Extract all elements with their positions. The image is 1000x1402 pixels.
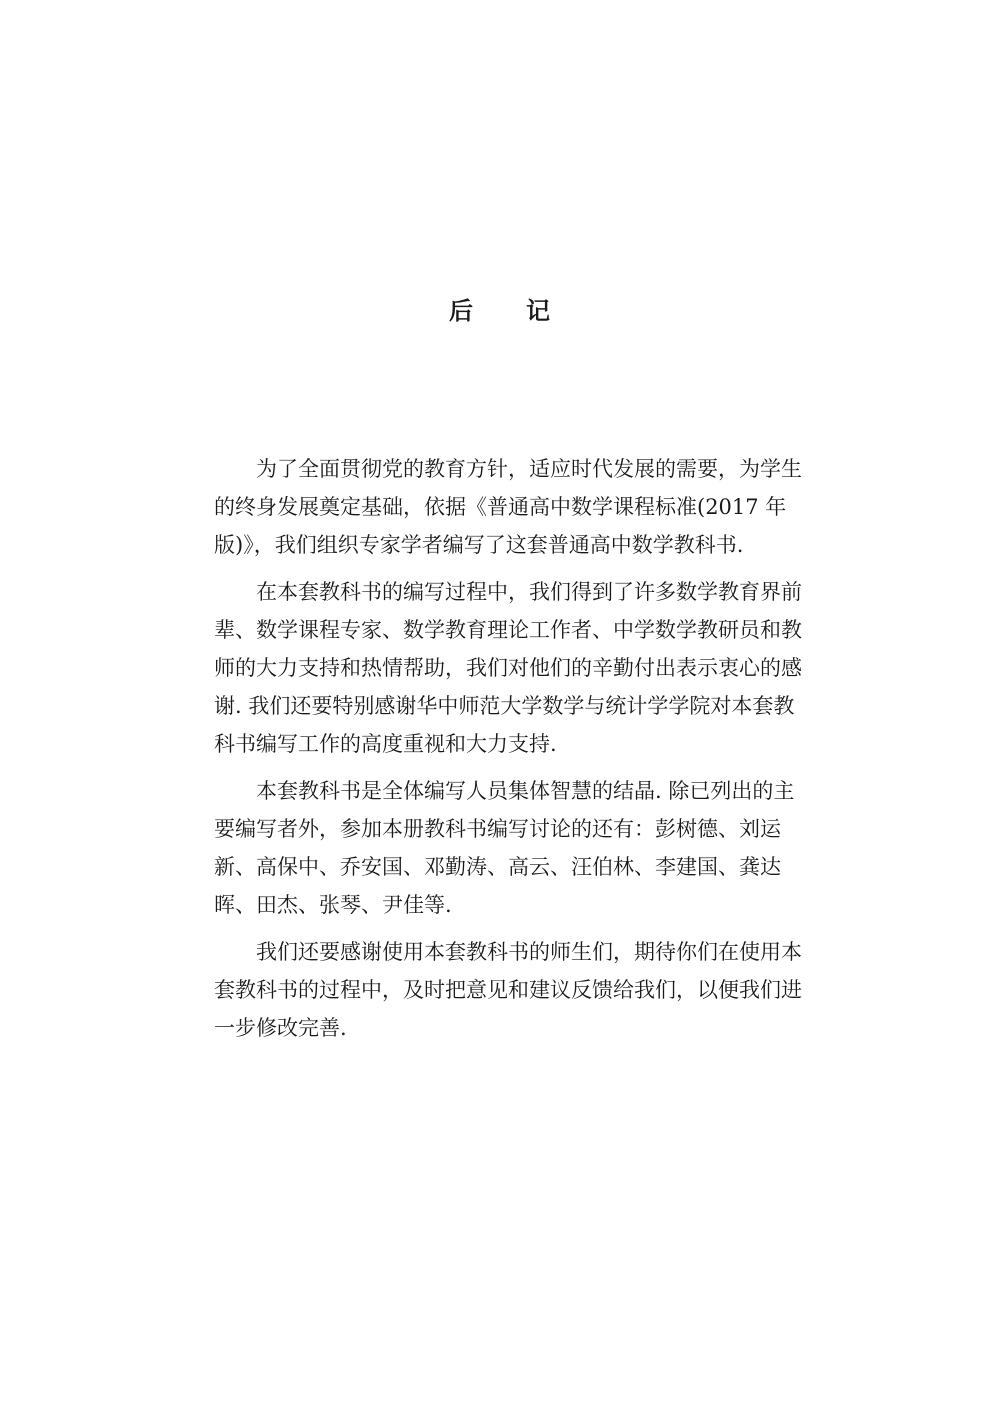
paragraph-line: 的终身发展奠定基础，依据《普通高中数学课程标准(2017 年 — [214, 495, 787, 519]
afterword-body — [214, 450, 802, 1056]
paragraph-4 — [214, 933, 802, 1047]
paragraph-1 — [214, 450, 802, 564]
page-title — [0, 294, 1000, 328]
paragraph-line: 本套教科书是全体编写人员集体智慧的结晶. 除已列出的主 — [256, 779, 795, 803]
paragraph-line: 辈、数学课程专家、数学教育理论工作者、中学数学教研员和教 — [214, 618, 802, 642]
paragraph-line: 谢. 我们还要特别感谢华中师范大学数学与统计学学院对本套教 — [214, 694, 795, 718]
paragraph-line: 套教科书的过程中，及时把意见和建议反馈给我们，以便我们进 — [214, 978, 802, 1002]
page-title-char-1: 后 — [449, 297, 474, 325]
paragraph-line: 版)》，我们组织专家学者编写了这套普通高中数学教科书. — [214, 533, 744, 557]
paragraph-3 — [214, 772, 795, 924]
paragraph-line: 在本套教科书的编写过程中，我们得到了许多数学教育界前 — [256, 580, 802, 604]
paragraph-line: 新、高保中、乔安国、邓勤涛、高云、汪伯林、李建国、龚达 — [214, 855, 781, 879]
paragraph-line: 晖、田杰、张琴、尹佳等. — [214, 893, 452, 917]
paragraph-line: 我们还要感谢使用本套教科书的师生们，期待你们在使用本 — [256, 940, 802, 964]
paragraph-line: 科书编写工作的高度重视和大力支持. — [214, 732, 557, 756]
paragraph-2 — [214, 573, 802, 763]
paragraph-line: 要编写者外，参加本册教科书编写讨论的还有：彭树德、刘运 — [214, 817, 781, 841]
paragraph-line: 一步修改完善. — [214, 1016, 347, 1040]
page-title-char-2: 记 — [526, 297, 551, 325]
paragraph-line: 为了全面贯彻党的教育方针，适应时代发展的需要，为学生 — [256, 457, 802, 481]
paragraph-line: 师的大力支持和热情帮助，我们对他们的辛勤付出表示衷心的感 — [214, 656, 802, 680]
